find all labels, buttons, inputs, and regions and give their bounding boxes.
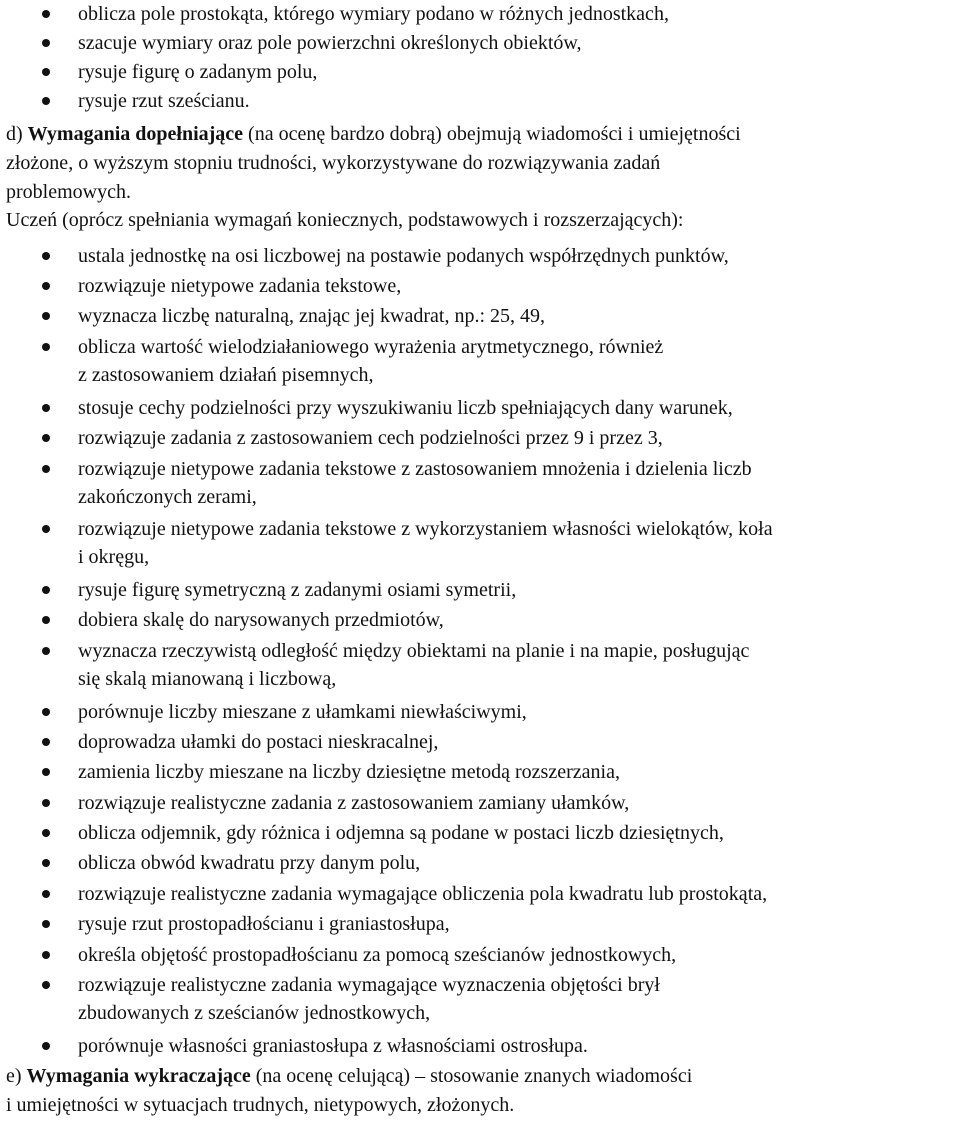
section-d-text: złożone, o wyższym stopniu trudności, wykorzystywane do rozwiązywania zadań [6, 152, 661, 174]
list-item [0, 789, 960, 817]
bullet-icon [42, 97, 50, 105]
bullet-icon [42, 343, 50, 351]
bullet-icon [42, 434, 50, 442]
list-item-text: rysuje figurę o zadanym polu, [78, 61, 318, 83]
section-d-description: (na ocenę bardzo dobrą) obejmują wiadomości i umiejętności [243, 123, 741, 145]
list-item-continuation: zbudowanych z sześcianów jednostkowych, [78, 1002, 431, 1024]
list-item [0, 576, 960, 604]
list-item [0, 58, 960, 86]
bullet-icon [42, 647, 50, 655]
list-item-text: zamienia liczby mieszane na liczby dziesiętne metodą rozszerzania, [78, 761, 620, 783]
bullet-icon [42, 586, 50, 594]
bullet-icon [42, 1042, 50, 1050]
list-item-text: dobiera skalę do narysowanych przedmiotów, [78, 609, 444, 631]
list-item-text: doprowadza ułamki do postaci nieskracalnej, [78, 731, 439, 753]
bullet-icon [42, 890, 50, 898]
bullet-icon [42, 859, 50, 867]
list-item [0, 698, 960, 726]
list-item-text: ustala jednostkę na osi liczbowej na postawie podanych współrzędnych punktów, [78, 245, 729, 267]
list-item-text: rozwiązuje nietypowe zadania tekstowe z zastosowaniem mnożenia i dzielenia liczb [78, 458, 752, 480]
list-item-continuation: z zastosowaniem działań pisemnych, [78, 364, 374, 386]
list-item [0, 880, 960, 908]
bullet-icon [42, 799, 50, 807]
list-item [0, 728, 960, 756]
section-e-description: (na ocenę celującą) – stosowanie znanych wiadomości [250, 1065, 693, 1087]
list-item-text: rysuje figurę symetryczną z zadanymi osiami symetrii, [78, 579, 517, 601]
section-e-prefix: e) [6, 1065, 27, 1087]
list-item-text: porównuje liczby mieszane z ułamkami niewłaściwymi, [78, 701, 527, 723]
list-item [0, 455, 960, 483]
list-item [0, 394, 960, 422]
section-e-title: Wymagania wykraczające [26, 1065, 251, 1087]
list-item-text: porównuje własności graniastosłupa z własnościami ostrosłupa. [78, 1035, 588, 1057]
bullet-icon [42, 282, 50, 290]
bullet-icon [42, 981, 50, 989]
list-item [0, 87, 960, 115]
list-item-text: szacuje wymiary oraz pole powierzchni określonych obiektów, [78, 32, 582, 54]
bullet-icon [42, 465, 50, 473]
bullet-icon [42, 768, 50, 776]
list-item [0, 910, 960, 938]
list-item-text: rozwiązuje realistyczne zadania wymagające wyznaczenia objętości brył [78, 974, 660, 996]
section-d-title: Wymagania dopełniające [27, 123, 244, 145]
bullet-icon [42, 252, 50, 260]
bullet-icon [42, 829, 50, 837]
bullet-icon [42, 68, 50, 76]
section-d-intro: Uczeń (oprócz spełniania wymagań koniecznych, podstawowych i rozszerzających): [6, 209, 684, 231]
bullet-icon [42, 708, 50, 716]
bullet-icon [42, 10, 50, 18]
list-item-text: rozwiązuje nietypowe zadania tekstowe, [78, 275, 402, 297]
list-item [0, 302, 960, 330]
list-item [0, 515, 960, 543]
section-d-text: problemowych. [6, 181, 131, 203]
list-item-continuation: i okręgu, [78, 546, 150, 568]
list-item-text: rozwiązuje realistyczne zadania z zastosowaniem zamiany ułamków, [78, 792, 630, 814]
bullet-icon [42, 920, 50, 928]
list-item-text: oblicza wartość wielodziałaniowego wyrażenia arytmetycznego, również [78, 336, 664, 358]
list-item-continuation: się skalą mianowaną i liczbową, [78, 668, 337, 690]
list-item-continuation: zakończonych zerami, [78, 486, 257, 508]
list-item [0, 333, 960, 361]
list-item-text: oblicza pole prostokąta, którego wymiary podano w różnych jednostkach, [78, 3, 669, 25]
list-item-text: rysuje rzut sześcianu. [78, 90, 250, 112]
list-item-text: rozwiązuje nietypowe zadania tekstowe z wykorzystaniem własności wielokątów, koła [78, 518, 773, 540]
list-item-text: wyznacza liczbę naturalną, znając jej kwadrat, np.: 25, 49, [78, 305, 546, 327]
list-item [0, 971, 960, 999]
list-item [0, 606, 960, 634]
section-e-text: i umiejętności w sytuacjach trudnych, nietypowych, złożonych. [6, 1094, 515, 1116]
list-item [0, 424, 960, 452]
list-item [0, 941, 960, 969]
list-item-text: rozwiązuje zadania z zastosowaniem cech podzielności przez 9 i przez 3, [78, 427, 663, 449]
list-item [0, 758, 960, 786]
list-item [0, 819, 960, 847]
list-item [0, 0, 960, 28]
list-item [0, 637, 960, 665]
section-d-heading [6, 120, 741, 148]
list-item-text: stosuje cechy podzielności przy wyszukiwaniu liczb spełniających dany warunek, [78, 397, 733, 419]
list-item [0, 242, 960, 270]
bullet-icon [42, 738, 50, 746]
list-item-text: rysuje rzut prostopadłościanu i graniastosłupa, [78, 913, 450, 935]
list-item-text: określa objętość prostopadłościanu za pomocą sześcianów jednostkowych, [78, 944, 677, 966]
bullet-icon [42, 951, 50, 959]
list-item [0, 849, 960, 877]
list-item [0, 29, 960, 57]
list-item [0, 1032, 960, 1060]
bullet-icon [42, 404, 50, 412]
list-item-text: wyznacza rzeczywistą odległość między obiektami na planie i na mapie, posługując [78, 640, 750, 662]
bullet-icon [42, 312, 50, 320]
section-e-heading [6, 1062, 692, 1090]
list-item [0, 272, 960, 300]
list-item-text: oblicza odjemnik, gdy różnica i odjemna są podane w postaci liczb dziesiętnych, [78, 822, 724, 844]
list-item-text: rozwiązuje realistyczne zadania wymagające obliczenia pola kwadratu lub prostokąta, [78, 883, 768, 905]
list-item-text: oblicza obwód kwadratu przy danym polu, [78, 852, 421, 874]
bullet-icon [42, 525, 50, 533]
bullet-icon [42, 39, 50, 47]
bullet-icon [42, 616, 50, 624]
section-d-prefix: d) [6, 123, 28, 145]
